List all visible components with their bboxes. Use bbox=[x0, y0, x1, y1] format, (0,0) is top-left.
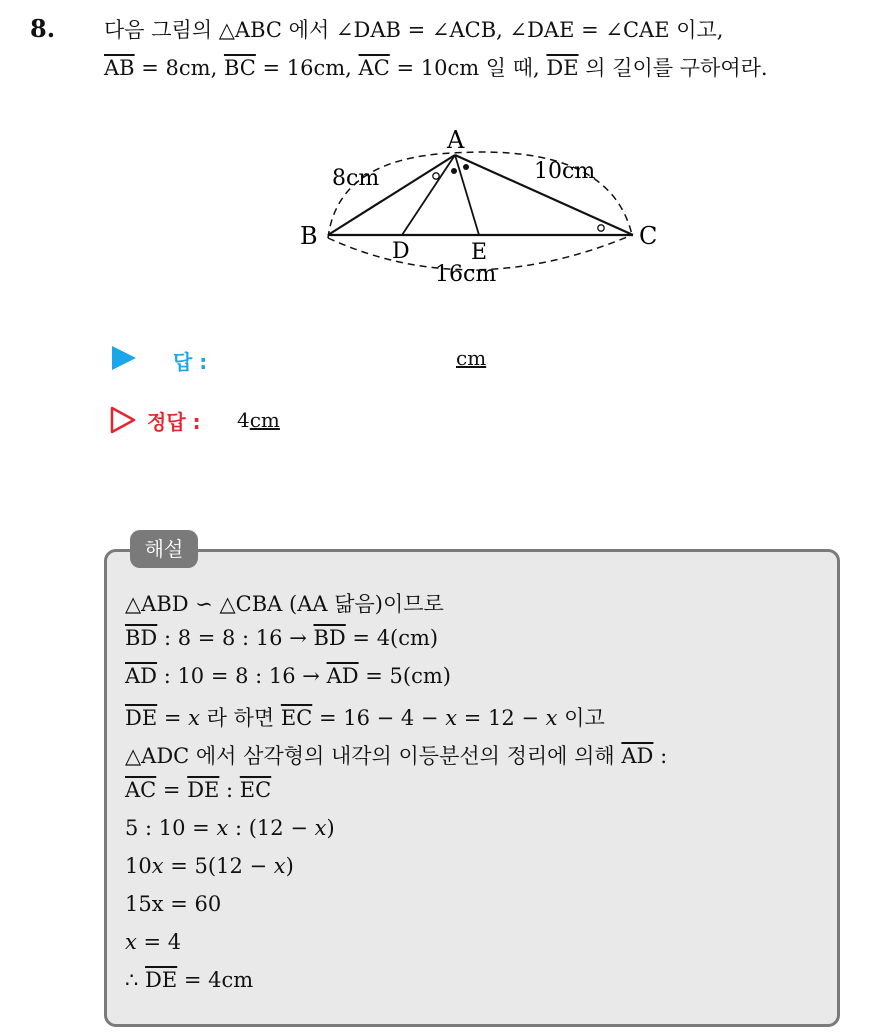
sol-l4-expr-2: = 12 − bbox=[457, 706, 546, 730]
seg-bd-2: $\overline{BD}$ bbox=[313, 626, 346, 650]
label-b: B bbox=[300, 222, 318, 250]
question-ac-value: = 10cm 일 때, bbox=[389, 56, 547, 80]
question-number: 8. bbox=[30, 14, 56, 43]
label-ac-length: 10cm bbox=[534, 159, 596, 184]
solution-line-1: △ABD ∽ △CBA (AA 닮음)이므로 bbox=[125, 592, 444, 616]
triangle-figure bbox=[290, 118, 680, 298]
var-x-3: x bbox=[545, 706, 558, 730]
segment-bc: $\overline{BC}$ bbox=[223, 56, 256, 80]
sol-l6-eq: = bbox=[156, 778, 188, 802]
label-d: D bbox=[392, 239, 410, 264]
sol-l5-colon: : bbox=[653, 744, 668, 768]
sol-l11-result: = 4cm bbox=[177, 968, 254, 992]
solution-line-3 bbox=[125, 664, 451, 688]
correct-number: 4 bbox=[237, 408, 250, 432]
solution-tab: 해설 bbox=[130, 530, 198, 568]
angle-mark-dae bbox=[451, 168, 457, 174]
sol-l3-result: = 5(cm) bbox=[358, 664, 451, 688]
label-ab-length: 8cm bbox=[332, 166, 380, 191]
segment-de: $\overline{DE}$ bbox=[546, 56, 579, 80]
sol-l4-end: 이고 bbox=[557, 706, 605, 730]
correct-unit: cm bbox=[249, 408, 280, 432]
seg-ad-3: $\overline{AD}$ bbox=[621, 744, 654, 768]
angle-mark-dab bbox=[433, 173, 439, 179]
label-e: E bbox=[471, 240, 488, 265]
question-ab-value: = 8cm, bbox=[134, 56, 224, 80]
seg-ac: $\overline{AC}$ bbox=[125, 778, 157, 802]
var-x-2: x bbox=[445, 706, 458, 730]
question-end-text: 의 길이를 구하여라. bbox=[578, 56, 768, 80]
answer-arrow-icon bbox=[112, 346, 136, 370]
solution-line-11 bbox=[125, 968, 253, 992]
var-x: x bbox=[188, 706, 200, 730]
correct-label: 정답 : bbox=[147, 410, 201, 434]
correct-arrow-outline-icon bbox=[110, 406, 136, 434]
seg-ad: $\overline{AD}$ bbox=[125, 664, 158, 688]
sol-l6-colon: : bbox=[219, 778, 240, 802]
solution-line-10: x = 4 bbox=[125, 930, 182, 954]
label-a: A bbox=[447, 126, 465, 154]
sol-l2-result: = 4(cm) bbox=[345, 626, 439, 650]
seg-ec-2: $\overline{EC}$ bbox=[239, 778, 272, 802]
solution-line-8: 10x = 5(12 − x) bbox=[125, 854, 294, 878]
angle-mark-acb bbox=[598, 225, 604, 231]
sol-l4-text: 라 하면 bbox=[199, 706, 281, 730]
segment-ad bbox=[402, 155, 455, 235]
sol-l3-text: : 10 = 8 : 16 → bbox=[157, 664, 327, 688]
solution-line-2 bbox=[125, 626, 438, 650]
seg-de-3: $\overline{DE}$ bbox=[145, 968, 178, 992]
angle-mark-cae bbox=[463, 164, 469, 170]
seg-ec: $\overline{EC}$ bbox=[280, 706, 313, 730]
segment-ac: $\overline{AC}$ bbox=[358, 56, 390, 80]
label-bc-length: 16cm bbox=[435, 262, 497, 287]
sol-l4-eq: = bbox=[157, 706, 189, 730]
question-line-1: 다음 그림의 △ABC 에서 ∠DAB = ∠ACB, ∠DAE = ∠CAE 이고, bbox=[104, 18, 724, 42]
correct-value bbox=[237, 408, 280, 432]
sol-l4-expr: = 16 − 4 − bbox=[312, 706, 446, 730]
segment-ab: $\overline{AB}$ bbox=[104, 56, 135, 80]
answer-label: 답 : bbox=[173, 350, 208, 374]
question-line-2 bbox=[104, 52, 768, 82]
label-c: C bbox=[639, 222, 658, 250]
solution-line-9: 15x = 60 bbox=[125, 892, 222, 916]
answer-unit: cm bbox=[456, 346, 487, 370]
question-bc-value: = 16cm, bbox=[255, 56, 359, 80]
solution-line-7: 5 : 10 = x : (12 − x) bbox=[125, 816, 335, 840]
solution-line-6 bbox=[125, 778, 271, 802]
therefore-sign: ∴ bbox=[125, 968, 146, 992]
sol-l2-text: : 8 = 8 : 16 → bbox=[157, 626, 314, 650]
seg-de-2: $\overline{DE}$ bbox=[187, 778, 220, 802]
seg-de: $\overline{DE}$ bbox=[125, 706, 158, 730]
solution-line-4 bbox=[125, 702, 605, 732]
sol-l5-text: △ADC 에서 삼각형의 내각의 이등분선의 정리에 의해 bbox=[125, 744, 622, 768]
solution-line-5 bbox=[125, 740, 667, 770]
seg-bd: $\overline{BD}$ bbox=[125, 626, 158, 650]
seg-ad-2: $\overline{AD}$ bbox=[326, 664, 359, 688]
